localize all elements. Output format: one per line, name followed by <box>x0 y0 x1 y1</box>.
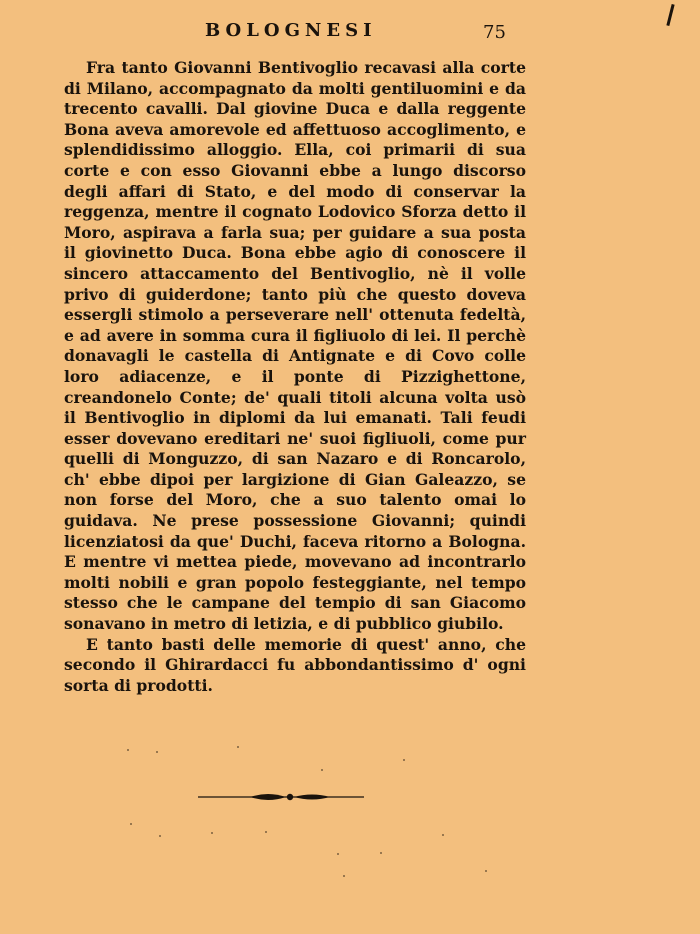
paragraph-2: E tanto basti delle memorie di quest' anno, che secondo il Ghirardacci fu abbondantissimo d' ogni sorta di prodotti. <box>64 634 526 695</box>
page-number: 75 <box>483 22 506 43</box>
running-title: BOLOGNESI <box>205 20 377 41</box>
paragraph-1: Fra tanto Giovanni Bentivoglio recavasi alla corte di Milano, accompagnato da molti gentiluomini e da trecento cavalli. Dal giovine Duca e dalla reggente Bona aveva amorevole ed affettuoso accoglimento, e splendidissimo alloggio. Ella, coi primarii di sua corte e con esso Giovanni ebbe a lungo discorso degli affari di Stato, e del modo di conservar la reggenza, mentre il cognato Lodovico Sforza detto il Moro, aspirava a farla sua; per guidare a sua posta il giovinetto Duca. Bona ebbe agio di conoscere il sincero attaccamento del Bentivoglio, nè il volle privo di guiderdone; tanto più che questo doveva essergli stimolo a perseverare nell' ottenuta fedeltà, e ad avere in somma cura il figliuolo di lei. Il perchè donavagli le castella di Antignate e di Covo colle loro adiacenze, e il ponte di Pizzighettone, creandonelo Conte; de' quali titoli alcuna volta usò il Bentivoglio in diplomi da lui emanati. Tali feudi esser dovevano ereditari ne' suoi figliuoli, come pur quelli di Monguzzo, di san Nazaro e di Roncarolo, ch' ebbe dipoi per largizione di Gian Galeazzo, se non forse del Moro, che a suo talento omai lo guidava. Ne prese possessione Giovanni; quindi licenziatosi da que' Duchi, faceva ritorno a Bologna. E mentre vi mettea piede, movevano ad incontrarlo molti nobili e gran popolo festeggiante, nel tempo stesso che le campane del tempio di san Giacomo sonavano in metro di letizia, e di pubblico giubilo. <box>64 58 526 634</box>
